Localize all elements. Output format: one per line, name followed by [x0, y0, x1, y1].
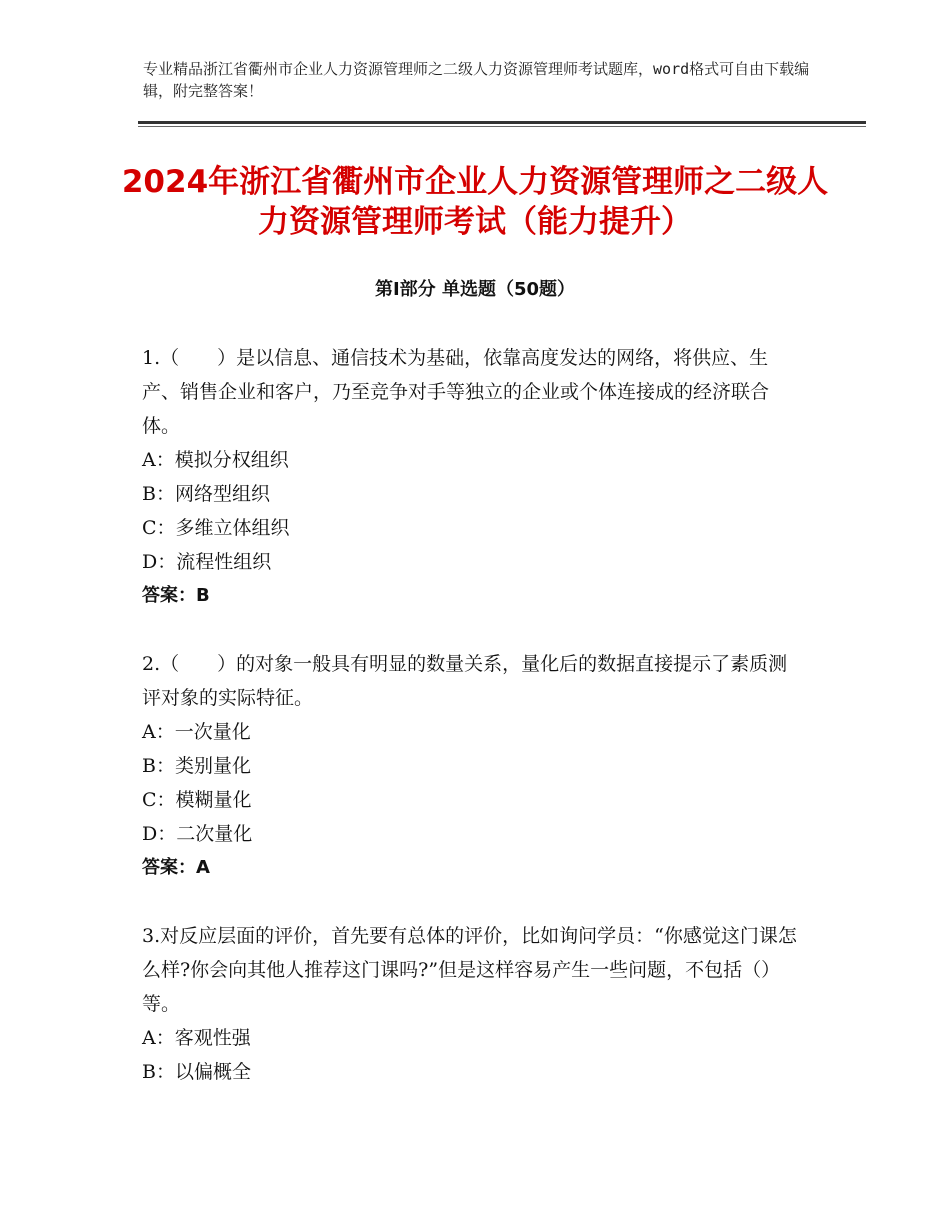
- answer: 答案：B: [142, 585, 210, 606]
- option-b: B：以偏概全: [142, 1061, 251, 1083]
- option-b: B：类别量化: [142, 755, 251, 777]
- option-a: A：客观性强: [142, 1027, 251, 1049]
- option-a: A：模拟分权组织: [142, 449, 289, 471]
- answer: 答案：A: [142, 857, 210, 878]
- question-stem: 1.（ ）是以信息、通信技术为基础，依靠高度发达的网络，将供应、生产、销售企业和客户，乃至竞争对手等独立的企业或个体连接成的经济联合体。: [142, 347, 770, 437]
- section-heading: 第Ⅰ部分 单选题（50题）: [374, 279, 575, 300]
- question-3: [142, 919, 802, 1089]
- question-1: [142, 341, 802, 613]
- header-rule-thin: [138, 126, 866, 127]
- question-stem: 2.（ ）的对象一般具有明显的数量关系，量化后的数据直接提示了素质测评对象的实际特征。: [142, 653, 788, 709]
- question-2: [142, 647, 802, 885]
- option-d: D：二次量化: [142, 823, 253, 845]
- option-c: C：多维立体组织: [142, 517, 290, 539]
- option-d: D：流程性组织: [142, 551, 272, 573]
- header-rule-thick: [138, 121, 866, 124]
- question-stem: 3.对反应层面的评价，首先要有总体的评价，比如询问学员：“你感觉这门课怎么样?你会向其他人推荐这门课吗?”但是这样容易产生一些问题，不包括（）等。: [142, 925, 797, 1015]
- header-note: 专业精品浙江省衢州市企业人力资源管理师之二级人力资源管理师考试题库，word格式可自由下载编辑，附完整答案！: [143, 60, 810, 100]
- option-c: C：模糊量化: [142, 789, 252, 811]
- option-b: B：网络型组织: [142, 483, 270, 505]
- question-list: [142, 341, 802, 1123]
- option-a: A：一次量化: [142, 721, 251, 743]
- document-title: 2024年浙江省衢州市企业人力资源管理师之二级人力资源管理师考试（能力提升）: [121, 164, 829, 240]
